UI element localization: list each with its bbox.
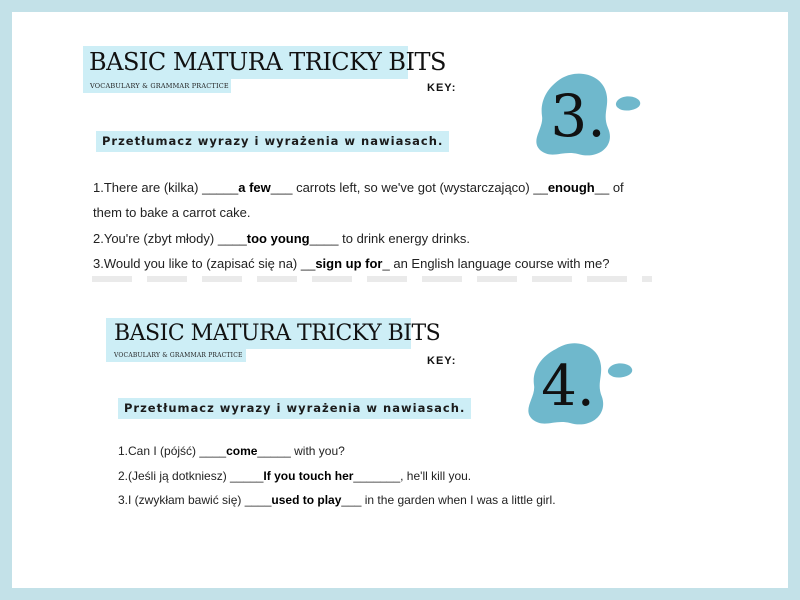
worksheet-subtitle: VOCABULARY & GRAMMAR PRACTICE	[106, 349, 246, 362]
answer-text: used to play	[271, 493, 342, 507]
worksheet-title: BASIC MATURA TRICKY BITS	[106, 318, 411, 349]
exercise-line: 1.Can I (pójść) ____come_____ with you?	[118, 444, 345, 458]
number-badge	[522, 337, 634, 429]
exercise-line: 1.There are (kilka) _____a few___ carrots left, so we've got (wystarczająco) __enough__ of	[93, 180, 624, 195]
instruction-label: Przetłumacz wyrazy i wyrażenia w nawiasach.	[96, 131, 449, 152]
answer-text: a few	[238, 180, 271, 195]
exercise-line: 2.You're (zbyt młody) ____too young____ to drink energy drinks.	[93, 231, 471, 246]
answer-text: If you touch her	[263, 469, 354, 483]
answer-text: enough	[547, 180, 595, 195]
exercise-line: them to bake a carrot cake.	[93, 205, 251, 220]
number-badge	[532, 70, 642, 160]
exercise-line: 3.Would you like to (zapisać się na) __sign up for_ an English language course with me?	[93, 256, 610, 271]
worksheet-card-4	[12, 292, 788, 588]
worksheet-page	[12, 12, 788, 588]
worksheet-subtitle: VOCABULARY & GRAMMAR PRACTICE	[83, 79, 231, 93]
exercise-line: 2.(Jeśli ją dotkniesz) _____If you touch her_______, he'll kill you.	[118, 469, 472, 483]
worksheet-card-3	[12, 12, 788, 282]
exercise-line: 3.I (zwykłam bawić się) ____used to play___ in the garden when I was a little girl.	[118, 493, 556, 507]
cropped-text-fragment	[92, 276, 652, 282]
answer-text: too young	[246, 231, 310, 246]
answer-text: come	[226, 444, 258, 458]
worksheet-title: BASIC MATURA TRICKY BITS	[83, 46, 408, 79]
instruction-label: Przetłumacz wyrazy i wyrażenia w nawiasach.	[118, 398, 471, 419]
card-number: 3.	[550, 82, 606, 150]
card-number: 4.	[541, 354, 595, 419]
key-label: KEY:	[427, 355, 457, 367]
key-label: KEY:	[427, 82, 457, 94]
answer-text: sign up for	[315, 256, 383, 271]
